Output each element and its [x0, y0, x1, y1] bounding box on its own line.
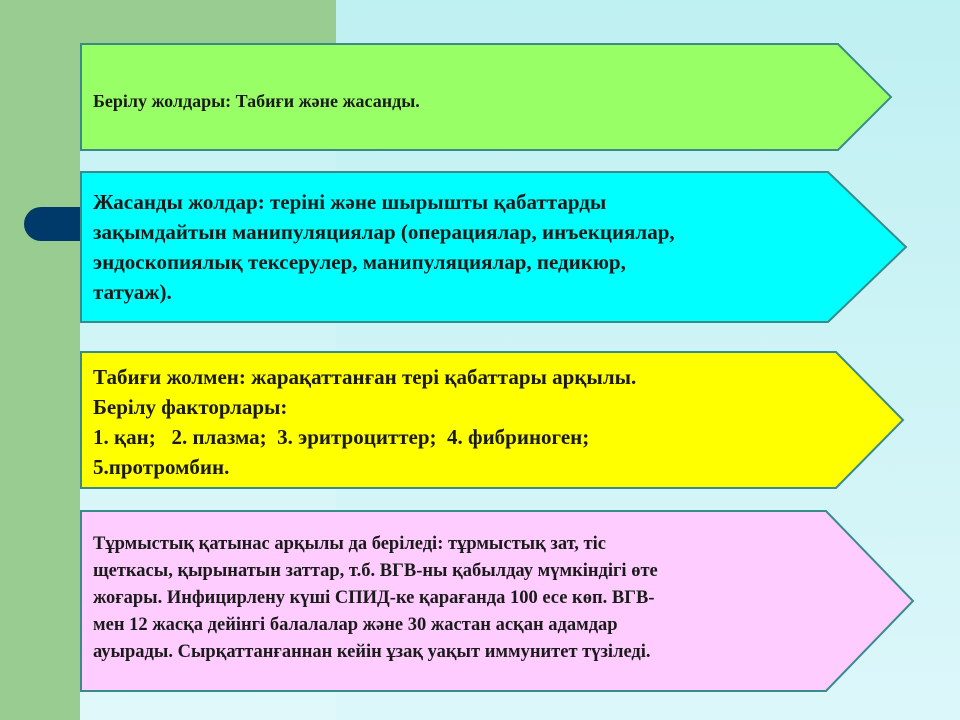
box-4-line: жоғары. Инфицирлену күші СПИД-ке қарағанда 100 есе көп. ВГВ- — [93, 588, 655, 608]
box-4-line: щеткасы, қырынатын заттар, т.б. ВГВ-ны қабылдау мүмкіндігі өте — [93, 561, 658, 581]
box-3-line: 1. қан; 2. плазма; 3. эритроциттер; 4. фибриноген; — [93, 425, 590, 449]
box-2-line: зақымдайтын манипуляциялар (операциялар, инъекциялар, — [93, 220, 675, 244]
box-4-text — [93, 531, 853, 666]
box-3-line: Табиғи жолмен: жарақаттанған тері қабаттары арқылы. — [93, 365, 637, 389]
box-4-line: мен 12 жасқа дейінгі балалалар және 30 жастан асқан адамдар — [93, 615, 618, 635]
box-2-line: эндоскопиялық тексерулер, манипуляциялар, педикюр, — [93, 250, 626, 274]
box-1-line: Берілу жолдары: Табиғи және жасанды. — [93, 91, 420, 111]
box-3-line: Берілу факторлары: — [93, 395, 288, 419]
box-3-text — [93, 362, 853, 482]
box-1-text — [93, 90, 793, 113]
box-2-line: татуаж). — [93, 280, 172, 304]
box-4-line: ауырады. Сырқаттанғаннан кейін ұзақ уақыт иммунитет түзіледі. — [93, 642, 651, 662]
box-2-text — [93, 187, 853, 307]
box-3-line: 5.протромбин. — [93, 455, 230, 479]
box-2-line: Жасанды жолдар: теріні және шырышты қабаттарды — [93, 190, 607, 214]
box-4-line: Тұрмыстық қатынас арқылы да беріледі: тұрмыстық зат, тіс — [93, 534, 606, 554]
